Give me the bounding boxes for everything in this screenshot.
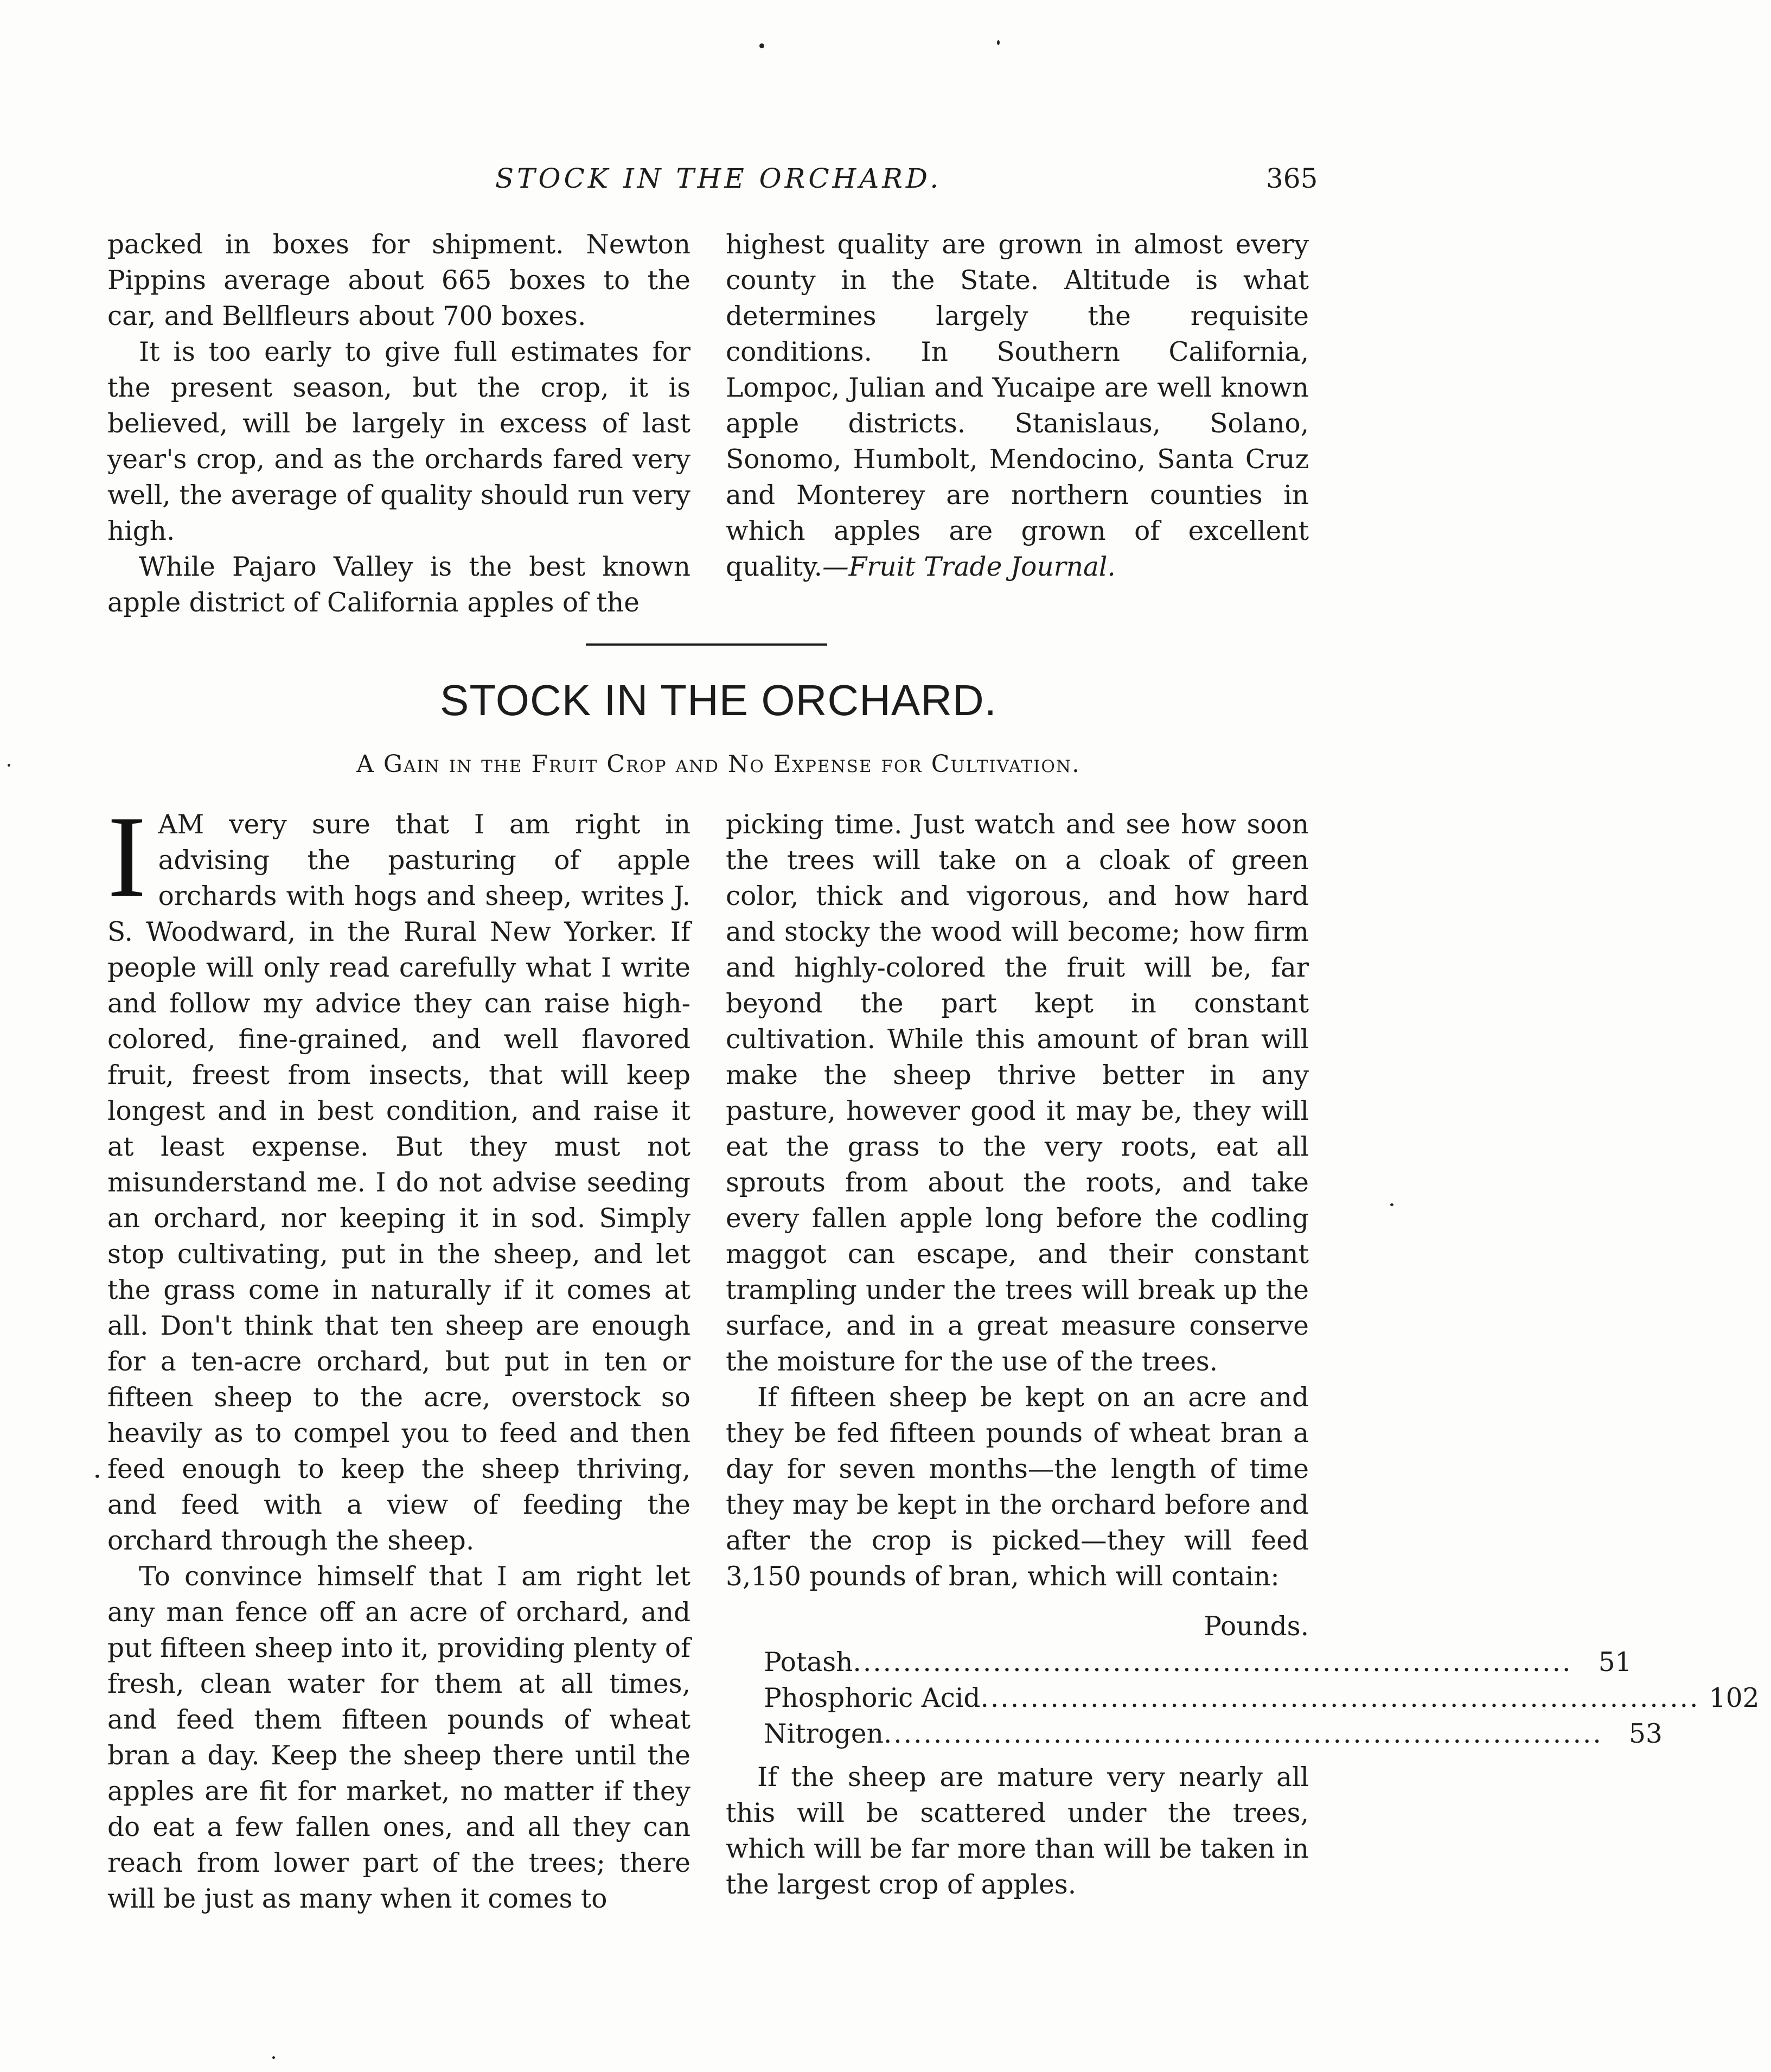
paragraph: If fifteen sheep be kept on an acre and they be fed fifteen pounds of wheat bran a day for seven months—the length of time they may be kept in the orchard before and after the crop is picked—they will feed 3,150 pounds of bran, which will contain: (726, 1382, 1309, 1592)
dot-leader: ........................................................................ (853, 1647, 1572, 1678)
paragraph: packed in boxes for shipment. Newton Pippins average about 665 boxes to the car, and Bellfleurs about 700 boxes. (107, 229, 691, 331)
nutrient-value: 102 (1709, 1683, 1760, 1713)
paragraph: If the sheep are mature very nearly all this will be scattered under the trees, which will be far more than will be taken in the largest crop of apples. (726, 1762, 1309, 1900)
nutrient-value: 53 (1629, 1719, 1663, 1749)
table-row (764, 1644, 1632, 1680)
nutrient-table (726, 1609, 1760, 1752)
article-right-column (726, 807, 1760, 1903)
nutrient-name: Phosphoric Acid (764, 1683, 981, 1713)
previous-article-right-column (726, 227, 1309, 585)
dot-leader: ........................................................................ (980, 1683, 1700, 1713)
paragraph: To convince himself that I am right let any man fence off an acre of orchard, and put fifteen sheep into it, providing plenty of fresh, clean water for them at all times, and feed them fifteen pounds of wheat bran a day. Keep the sheep there until the apples are fit for market, no matter if they do eat a few fallen ones, and all they can reach from lower part of the trees; there will be just as many when it comes to (107, 1561, 691, 1914)
print-speck (272, 2056, 275, 2059)
nutrient-value: 51 (1598, 1647, 1632, 1678)
print-speck (997, 40, 1000, 45)
section-divider (586, 643, 827, 646)
drop-cap: I (107, 792, 146, 921)
page-number: 365 (1266, 163, 1318, 194)
nutrient-name: Nitrogen (764, 1719, 884, 1749)
paragraph: It is too early to give full estimates for the present season, but the crop, it is believed, will be largely in excess of last year's crop, and as the orchards fared very well, the average of quality should run very high. (107, 337, 691, 546)
table-unit-header: Pounds. (1204, 1611, 1309, 1642)
print-speck (759, 43, 764, 48)
source-citation: —Fruit Trade Journal. (822, 552, 1116, 582)
table-row (764, 1716, 1663, 1752)
paragraph: picking time. Just watch and see how soon the trees will take on a cloak of green color, thick and vigorous, and how hard and stocky the wood will become; how firm and highly-colored the fruit will be, far beyond the part kept in constant cultivation. While this amount of bran will make the sheep thrive better in any pasture, however good it may be, they will eat the grass to the very roots, eat all sprouts from about the roots, and take every fallen apple long before the codling maggot can escape, and their constant trampling under the trees will break up the surface, and in a great measure conserve the moisture for the use of the trees. (726, 809, 1309, 1377)
paragraph-text: AM very sure that I am right in advising the pasturing of apple orchards with hogs and sheep, writes J. S. Woodward, in the Rural New Yorker. If people will only read carefully what I write and follow my advice they can raise high-colored, fine-grained, and well flavored fruit, freest from insects, that will keep longest and in best condition, and raise it at least expense. But they must not misunderstand me. I do not advise seeding an orchard, nor keeping it in sod. Simply stop cultivating, put in the sheep, and let the grass come in naturally if it comes at all. Don't think that ten sheep are enough for a ten-acre orchard, but put in ten or fifteen sheep to the acre, overstock so heavily as to compel you to feed and then feed enough to keep the sheep thriving, and feed with a view of feeding the orchard through the sheep. (107, 809, 691, 1556)
previous-article-left-column (107, 227, 691, 621)
running-head: STOCK IN THE ORCHARD. (495, 163, 942, 194)
nutrient-name: Potash (764, 1647, 853, 1678)
table-row (764, 1680, 1760, 1716)
print-speck (1390, 1203, 1393, 1206)
article-left-column (107, 792, 691, 1917)
article-subtitle: A Gain in the Fruit Crop and No Expense for Cultivation. (356, 750, 1080, 778)
article-title: STOCK IN THE ORCHARD. (439, 676, 998, 724)
paragraph-text: highest quality are grown in almost every county in the State. Altitude is what determines largely the requisite conditions. In Southern California, Lompoc, Julian and Yucaipe are well known apple districts. Stanislaus, Solano, Sonomo, Humbolt, Mendocino, Santa Cruz and Monterey are northern counties in which apples are grown of excellent quality. (726, 229, 1309, 582)
print-speck (95, 1475, 99, 1478)
paragraph: While Pajaro Valley is the best known apple district of California apples of the (107, 552, 691, 618)
dot-leader: ........................................................................ (883, 1719, 1603, 1749)
paragraph (107, 792, 691, 1559)
paragraph (726, 227, 1309, 585)
